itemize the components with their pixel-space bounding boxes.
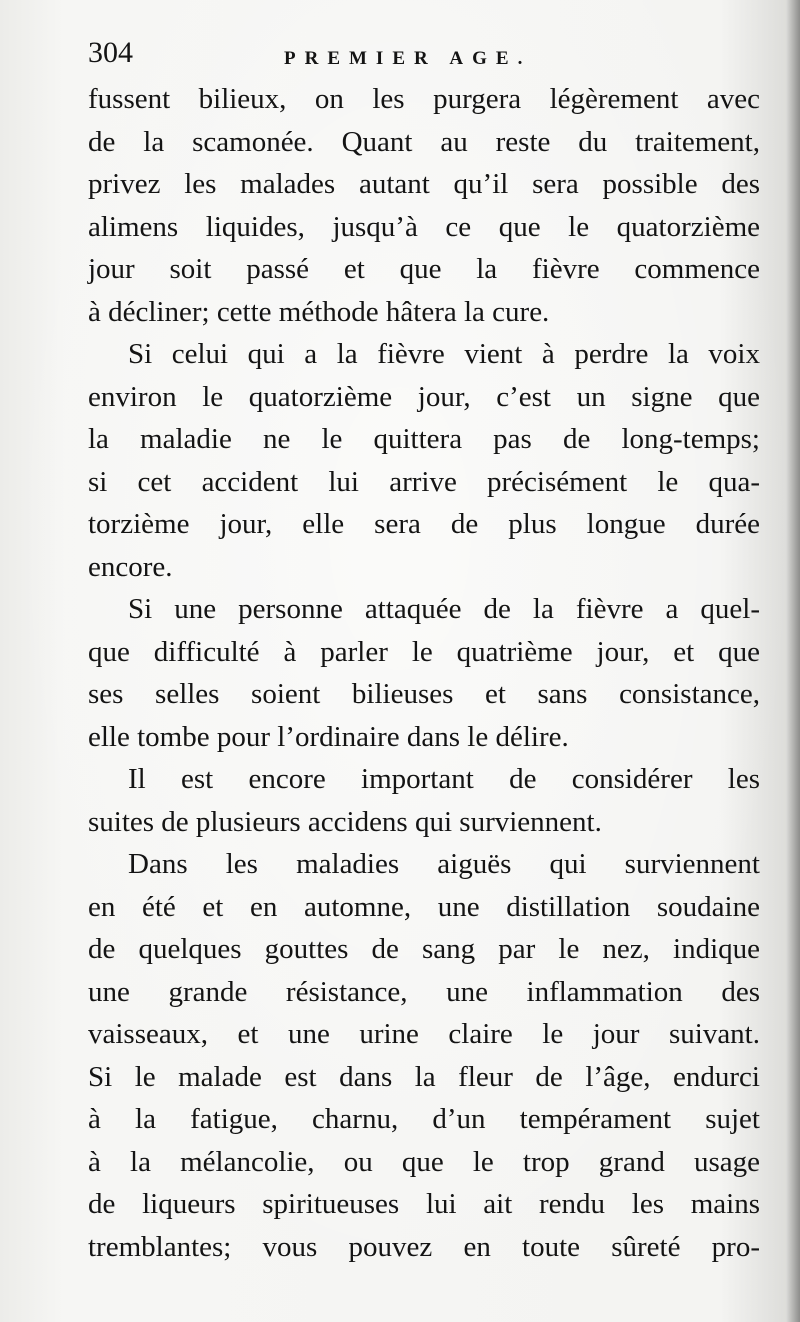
text-line: Si une personne attaquée de la fièvre a quel-: [128, 593, 760, 625]
text-line: à la mélancolie, ou que le trop grand usage: [88, 1145, 760, 1178]
text-line: jour soit passé et que la fièvre commence: [88, 253, 760, 285]
text-line: que difficulté à parler le quatrième jour, et que: [88, 635, 760, 668]
text-line: de quelques gouttes de sang par le nez, indique: [88, 933, 760, 965]
page-header: [88, 28, 768, 78]
text-line: de liqueurs spiritueuses lui ait rendu les mains: [88, 1188, 760, 1220]
text-line: à décliner; cette méthode hâtera la cure.: [88, 295, 550, 328]
text-line: suites de plusieurs accidens qui surviennent.: [88, 805, 602, 838]
text-line: si cet accident lui arrive précisément le qua-: [88, 465, 760, 498]
text-line: à la fatigue, charnu, d’un tempérament sujet: [88, 1103, 760, 1135]
running-head: PREMIER AGE.: [284, 48, 532, 69]
text-line: fussent bilieux, on les purgera légèrement avec: [88, 83, 760, 115]
text-line: torzième jour, elle sera de plus longue durée: [88, 508, 760, 540]
page-number: 304: [88, 36, 133, 69]
text-line: la maladie ne le quittera pas de long-temps;: [88, 423, 760, 455]
text-line: Si celui qui a la fièvre vient à perdre la voix: [128, 338, 760, 370]
text-line: elle tombe pour l’ordinaire dans le délire.: [88, 720, 569, 753]
text-line: alimens liquides, jusqu’à ce que le quatorzième: [88, 210, 760, 243]
text-line: privez les malades autant qu’il sera possible des: [88, 168, 760, 200]
text-line: vaisseaux, et une urine claire le jour suivant.: [88, 1018, 760, 1050]
text-line: environ le quatorzième jour, c’est un signe que: [88, 380, 760, 413]
text-line: ses selles soient bilieuses et sans consistance,: [88, 678, 760, 710]
text-line: Si le malade est dans la fleur de l’âge, endurci: [88, 1060, 760, 1093]
text-line: Dans les maladies aiguës qui surviennent: [128, 848, 760, 880]
text-line: encore.: [88, 550, 173, 583]
text-line: de la scamonée. Quant au reste du traitement,: [88, 125, 760, 158]
body-text: [88, 78, 760, 1268]
page-edge-shadow: [786, 0, 800, 1322]
text-line: en été et en automne, une distillation soudaine: [88, 890, 760, 923]
text-line: une grande résistance, une inflammation des: [88, 975, 760, 1008]
text-line: tremblantes; vous pouvez en toute sûreté pro-: [88, 1230, 760, 1263]
text-line: Il est encore important de considérer les: [128, 763, 760, 795]
